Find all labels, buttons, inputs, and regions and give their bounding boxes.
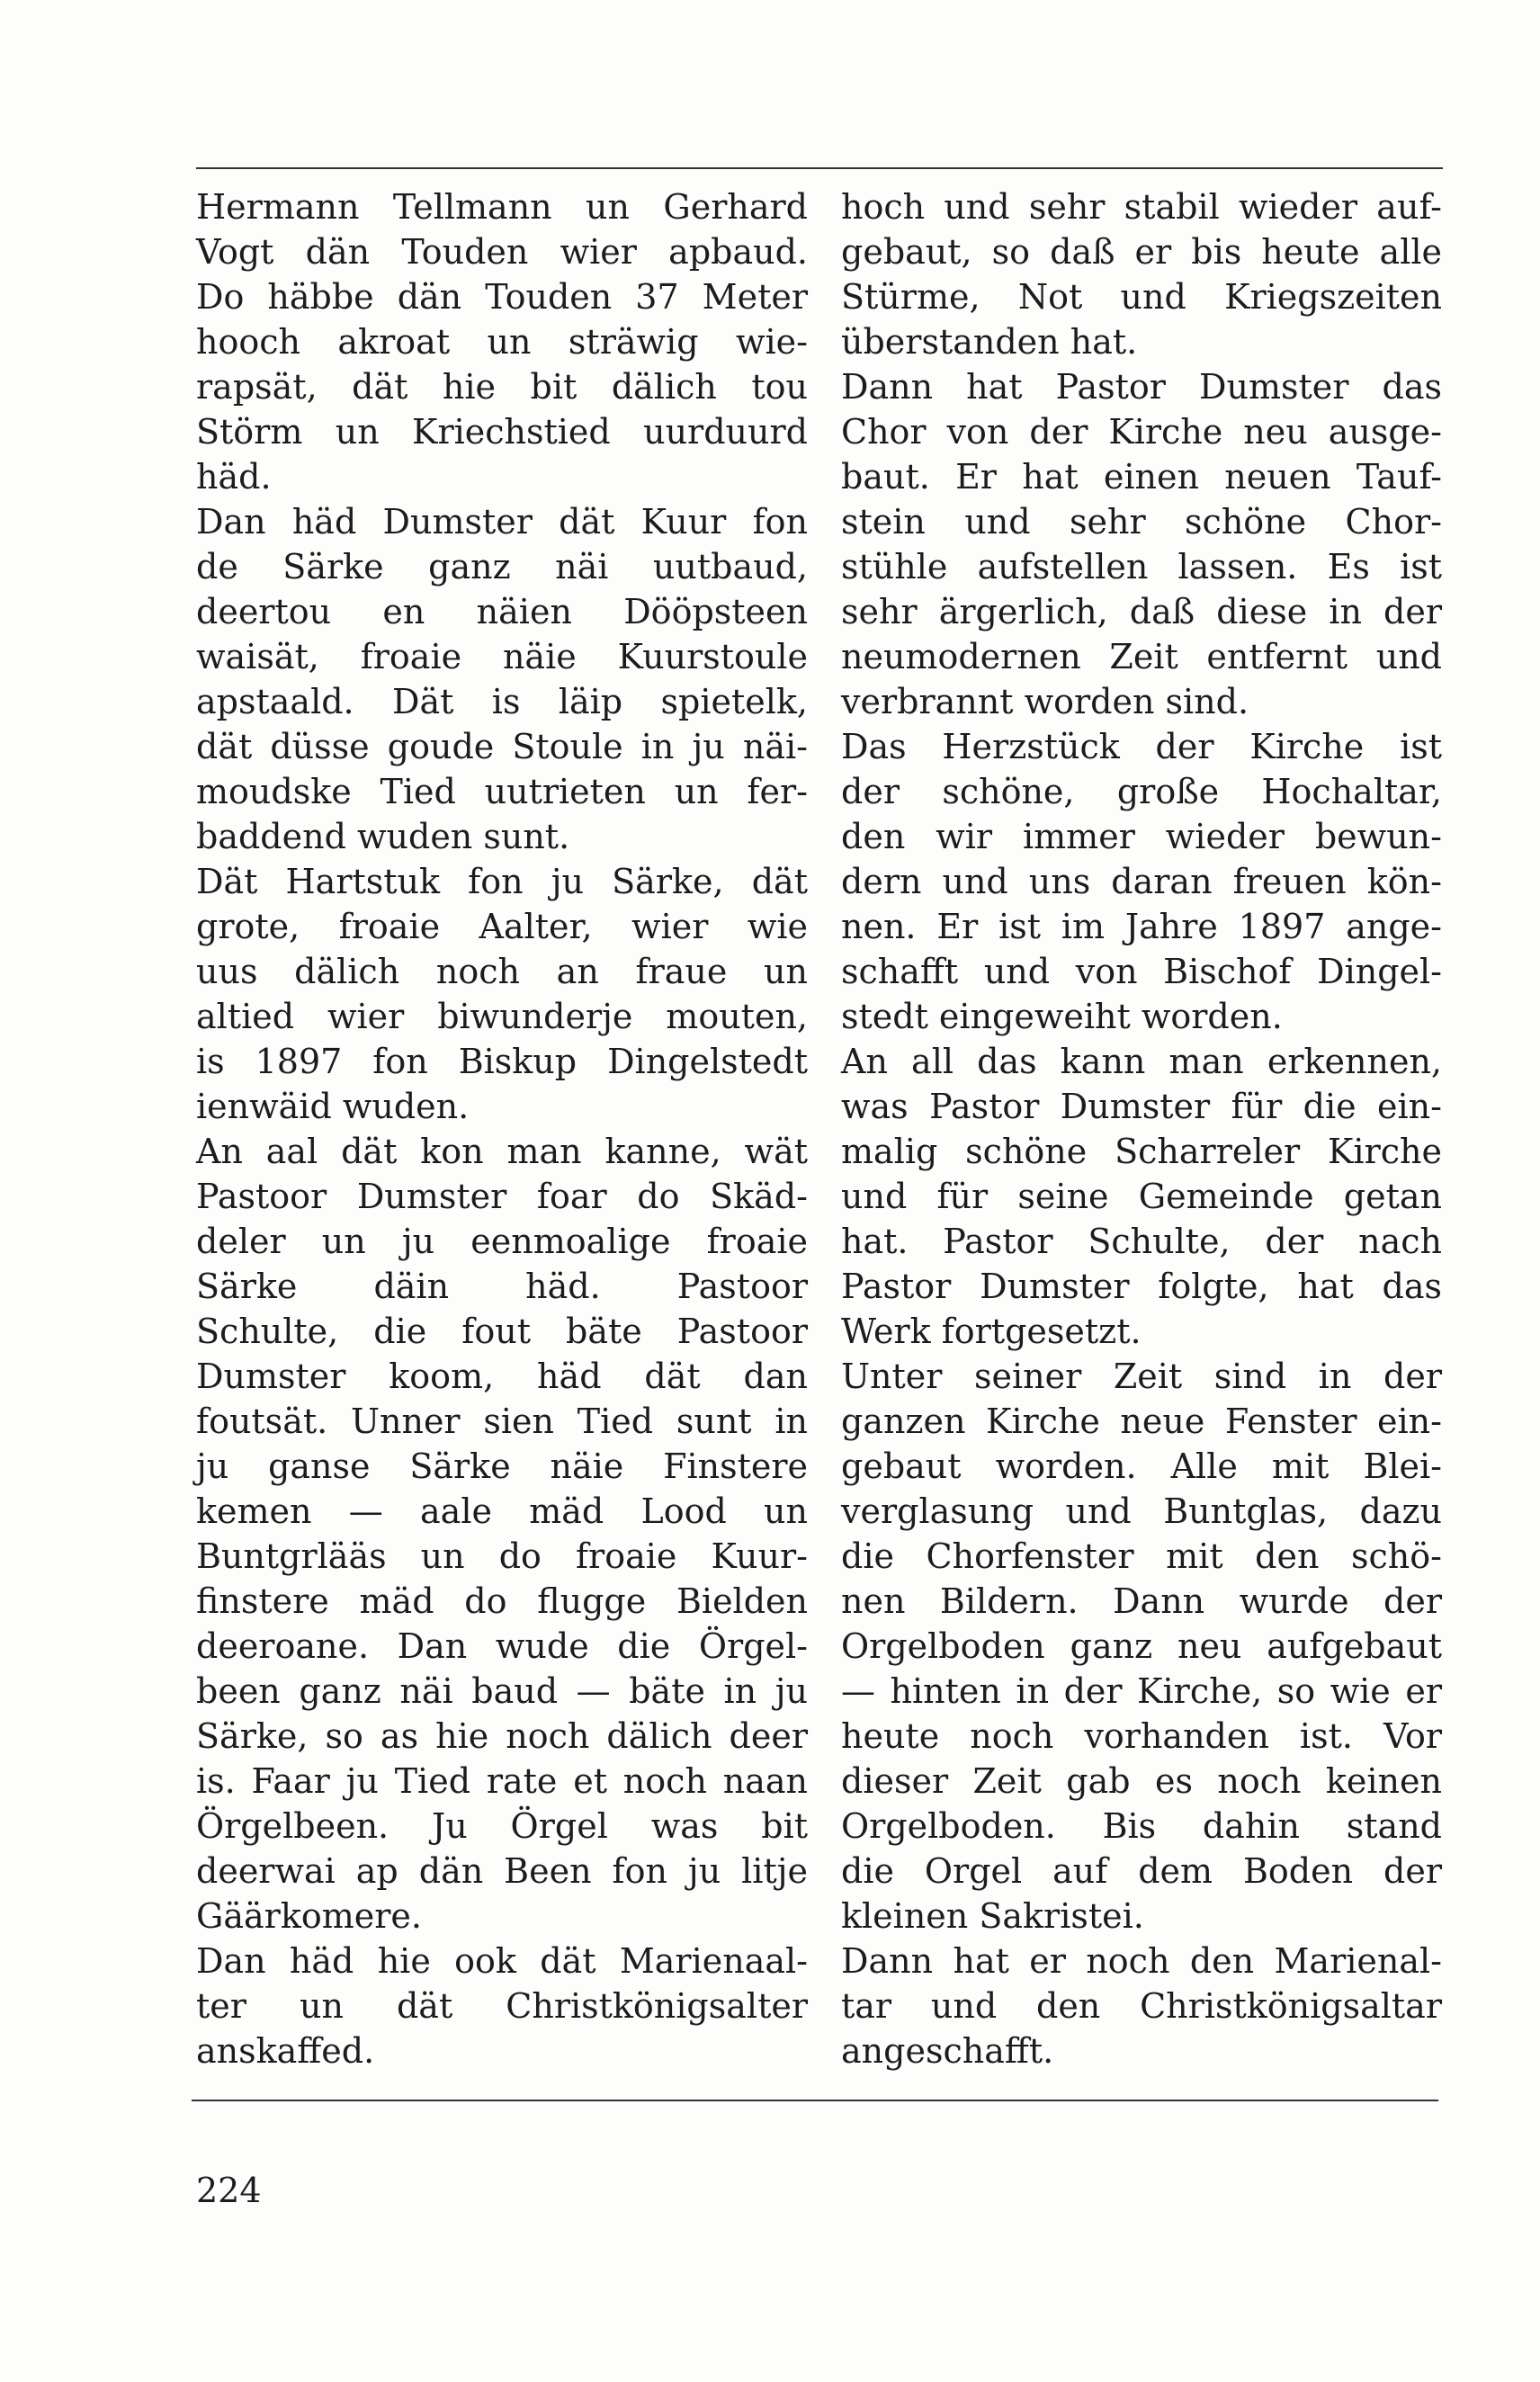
text-line: Dan häd hie ook dät Marienaal-: [196, 1941, 808, 1981]
text-line: schafft und von Bischof Dingel-: [841, 952, 1442, 991]
paragraph: [841, 1354, 1442, 1939]
text-line: kemen — aale mäd Lood un: [196, 1491, 808, 1531]
text-line: heute noch vorhanden ist. Vor: [841, 1716, 1442, 1756]
paragraph: [841, 1039, 1442, 1354]
text-line: den wir immer wieder bewun-: [841, 817, 1442, 856]
text-line: moudske Tied uutrieten un fer-: [196, 772, 808, 811]
text-line: An aal dät kon man kanne, wät: [196, 1132, 808, 1171]
text-line: been ganz näi baud — bäte in ju: [196, 1671, 808, 1711]
text-line: waisät, froaie näie Kuurstoule: [196, 637, 808, 676]
paragraph: [841, 364, 1442, 724]
text-line: grote, froaie Aalter, wier wie: [196, 907, 808, 946]
text-line: Hermann Tellmann un Gerhard: [196, 187, 808, 227]
paragraph: [841, 1939, 1442, 2073]
text-line: Örgelbeen. Ju Örgel was bit: [196, 1806, 808, 1846]
text-line: stein und sehr schöne Chor-: [841, 502, 1442, 542]
text-line: Werk fortgesetzt.: [841, 1312, 1142, 1351]
text-line: gebaut, so daß er bis heute alle: [841, 232, 1442, 272]
text-line: der schöne, große Hochaltar,: [841, 772, 1442, 811]
paragraph: [841, 184, 1442, 364]
text-line: Pastoor Dumster foar do Skäd-: [196, 1177, 808, 1216]
text-line: baddend wuden sunt.: [196, 817, 570, 856]
text-line: Särke, so as hie noch dälich deer: [196, 1716, 808, 1756]
text-line: überstanden hat.: [841, 322, 1138, 362]
paragraph: [196, 1129, 808, 1939]
bottom-rule: [192, 2100, 1438, 2101]
text-line: is 1897 fon Biskup Dingelstedt: [196, 1042, 808, 1081]
text-line: Dät Hartstuk fon ju Särke, dät: [196, 862, 808, 901]
text-line: Orgelboden. Bis dahin stand: [841, 1806, 1442, 1846]
text-line: Do häbbe dän Touden 37 Meter: [196, 277, 808, 317]
text-line: anskaffed.: [196, 2031, 375, 2071]
text-line: deertou en näien Dööpsteen: [196, 592, 808, 631]
text-line: dät düsse goude Stoule in ju näi-: [196, 727, 808, 766]
text-line: Unter seiner Zeit sind in der: [841, 1357, 1442, 1396]
text-line: Pastor Dumster folgte, hat das: [841, 1267, 1442, 1306]
text-line: — hinten in der Kirche, so wie er: [841, 1671, 1442, 1711]
text-line: An all das kann man erkennen,: [841, 1042, 1442, 1081]
text-line: dern und uns daran freuen kön-: [841, 862, 1442, 901]
text-line: hat. Pastor Schulte, der nach: [841, 1222, 1442, 1261]
paragraph: [196, 1939, 808, 2073]
text-line: Das Herzstück der Kirche ist: [841, 727, 1442, 766]
text-line: ienwäid wuden.: [196, 1087, 470, 1126]
text-line: verglasung und Buntglas, dazu: [841, 1491, 1442, 1531]
paragraph: [196, 499, 808, 859]
paragraph: [196, 184, 808, 499]
text-line: kleinen Sakristei.: [841, 1896, 1144, 1936]
text-line: de Särke ganz näi uutbaud,: [196, 547, 808, 587]
text-line: Chor von der Kirche neu ausge-: [841, 412, 1442, 452]
text-line: Vogt dän Touden wier apbaud.: [196, 232, 808, 272]
text-line: Stürme, Not und Kriegszeiten: [841, 277, 1442, 317]
text-line: stühle aufstellen lassen. Es ist: [841, 547, 1442, 587]
text-line: gebaut worden. Alle mit Blei-: [841, 1446, 1442, 1486]
text-line: malig schöne Scharreler Kirche: [841, 1132, 1442, 1171]
text-line: häd.: [196, 457, 272, 497]
text-line: foutsät. Unner sien Tied sunt in: [196, 1401, 808, 1441]
text-line: was Pastor Dumster für die ein-: [841, 1087, 1442, 1126]
text-line: hoch und sehr stabil wieder auf-: [841, 187, 1442, 227]
text-line: ganzen Kirche neue Fenster ein-: [841, 1401, 1442, 1441]
text-line: altied wier biwunderje mouten,: [196, 997, 808, 1036]
text-line: verbrannt worden sind.: [841, 682, 1249, 721]
text-line: Dumster koom, häd dät dan: [196, 1357, 808, 1396]
text-line: Gäärkomere.: [196, 1896, 422, 1936]
right-column-german: [841, 184, 1442, 2073]
text-line: deler un ju eenmoalige froaie: [196, 1222, 808, 1261]
text-line: Dann hat Pastor Dumster das: [841, 367, 1442, 407]
text-line: nen. Er ist im Jahre 1897 ange-: [841, 907, 1442, 946]
text-line: Buntgrlääs un do froaie Kuur-: [196, 1536, 808, 1576]
text-line: is. Faar ju Tied rate et noch naan: [196, 1761, 808, 1801]
text-line: nen Bildern. Dann wurde der: [841, 1581, 1442, 1621]
text-line: und für seine Gemeinde getan: [841, 1177, 1442, 1216]
text-line: Schulte, die fout bäte Pastoor: [196, 1312, 808, 1351]
text-line: dieser Zeit gab es noch keinen: [841, 1761, 1442, 1801]
text-line: deeroane. Dan wude die Örgel-: [196, 1626, 808, 1666]
paragraph: [196, 859, 808, 1129]
text-line: Särke däin häd. Pastoor: [196, 1267, 808, 1306]
text-line: tar und den Christkönigsaltar: [841, 1986, 1442, 2026]
text-line: ju ganse Särke näie Finstere: [196, 1446, 808, 1486]
text-line: uus dälich noch an fraue un: [196, 952, 808, 991]
text-line: Orgelboden ganz neu aufgebaut: [841, 1626, 1442, 1666]
text-line: stedt eingeweiht worden.: [841, 997, 1283, 1036]
text-line: die Chorfenster mit den schö-: [841, 1536, 1442, 1576]
page-number: 224: [196, 2171, 262, 2210]
text-line: Dann hat er noch den Marienal-: [841, 1941, 1442, 1981]
paragraph: [841, 724, 1442, 1039]
text-line: baut. Er hat einen neuen Tauf-: [841, 457, 1442, 497]
text-line: ter un dät Christkönigsalter: [196, 1986, 808, 2026]
text-line: Dan häd Dumster dät Kuur fon: [196, 502, 808, 542]
text-line: apstaald. Dät is läip spietelk,: [196, 682, 808, 721]
text-line: die Orgel auf dem Boden der: [841, 1851, 1442, 1891]
text-line: finstere mäd do flugge Bielden: [196, 1581, 808, 1621]
text-line: hooch akroat un sträwig wie-: [196, 322, 808, 362]
text-line: sehr ärgerlich, daß diese in der: [841, 592, 1442, 631]
left-column-low-german: [196, 184, 808, 2073]
text-line: neumodernen Zeit entfernt und: [841, 637, 1442, 676]
text-line: Störm un Kriechstied uurduurd: [196, 412, 808, 452]
text-line: angeschafft.: [841, 2031, 1054, 2071]
text-line: deerwai ap dän Been fon ju litje: [196, 1851, 808, 1891]
text-line: rapsät, dät hie bit dälich tou: [196, 367, 808, 407]
top-rule: [196, 167, 1443, 169]
